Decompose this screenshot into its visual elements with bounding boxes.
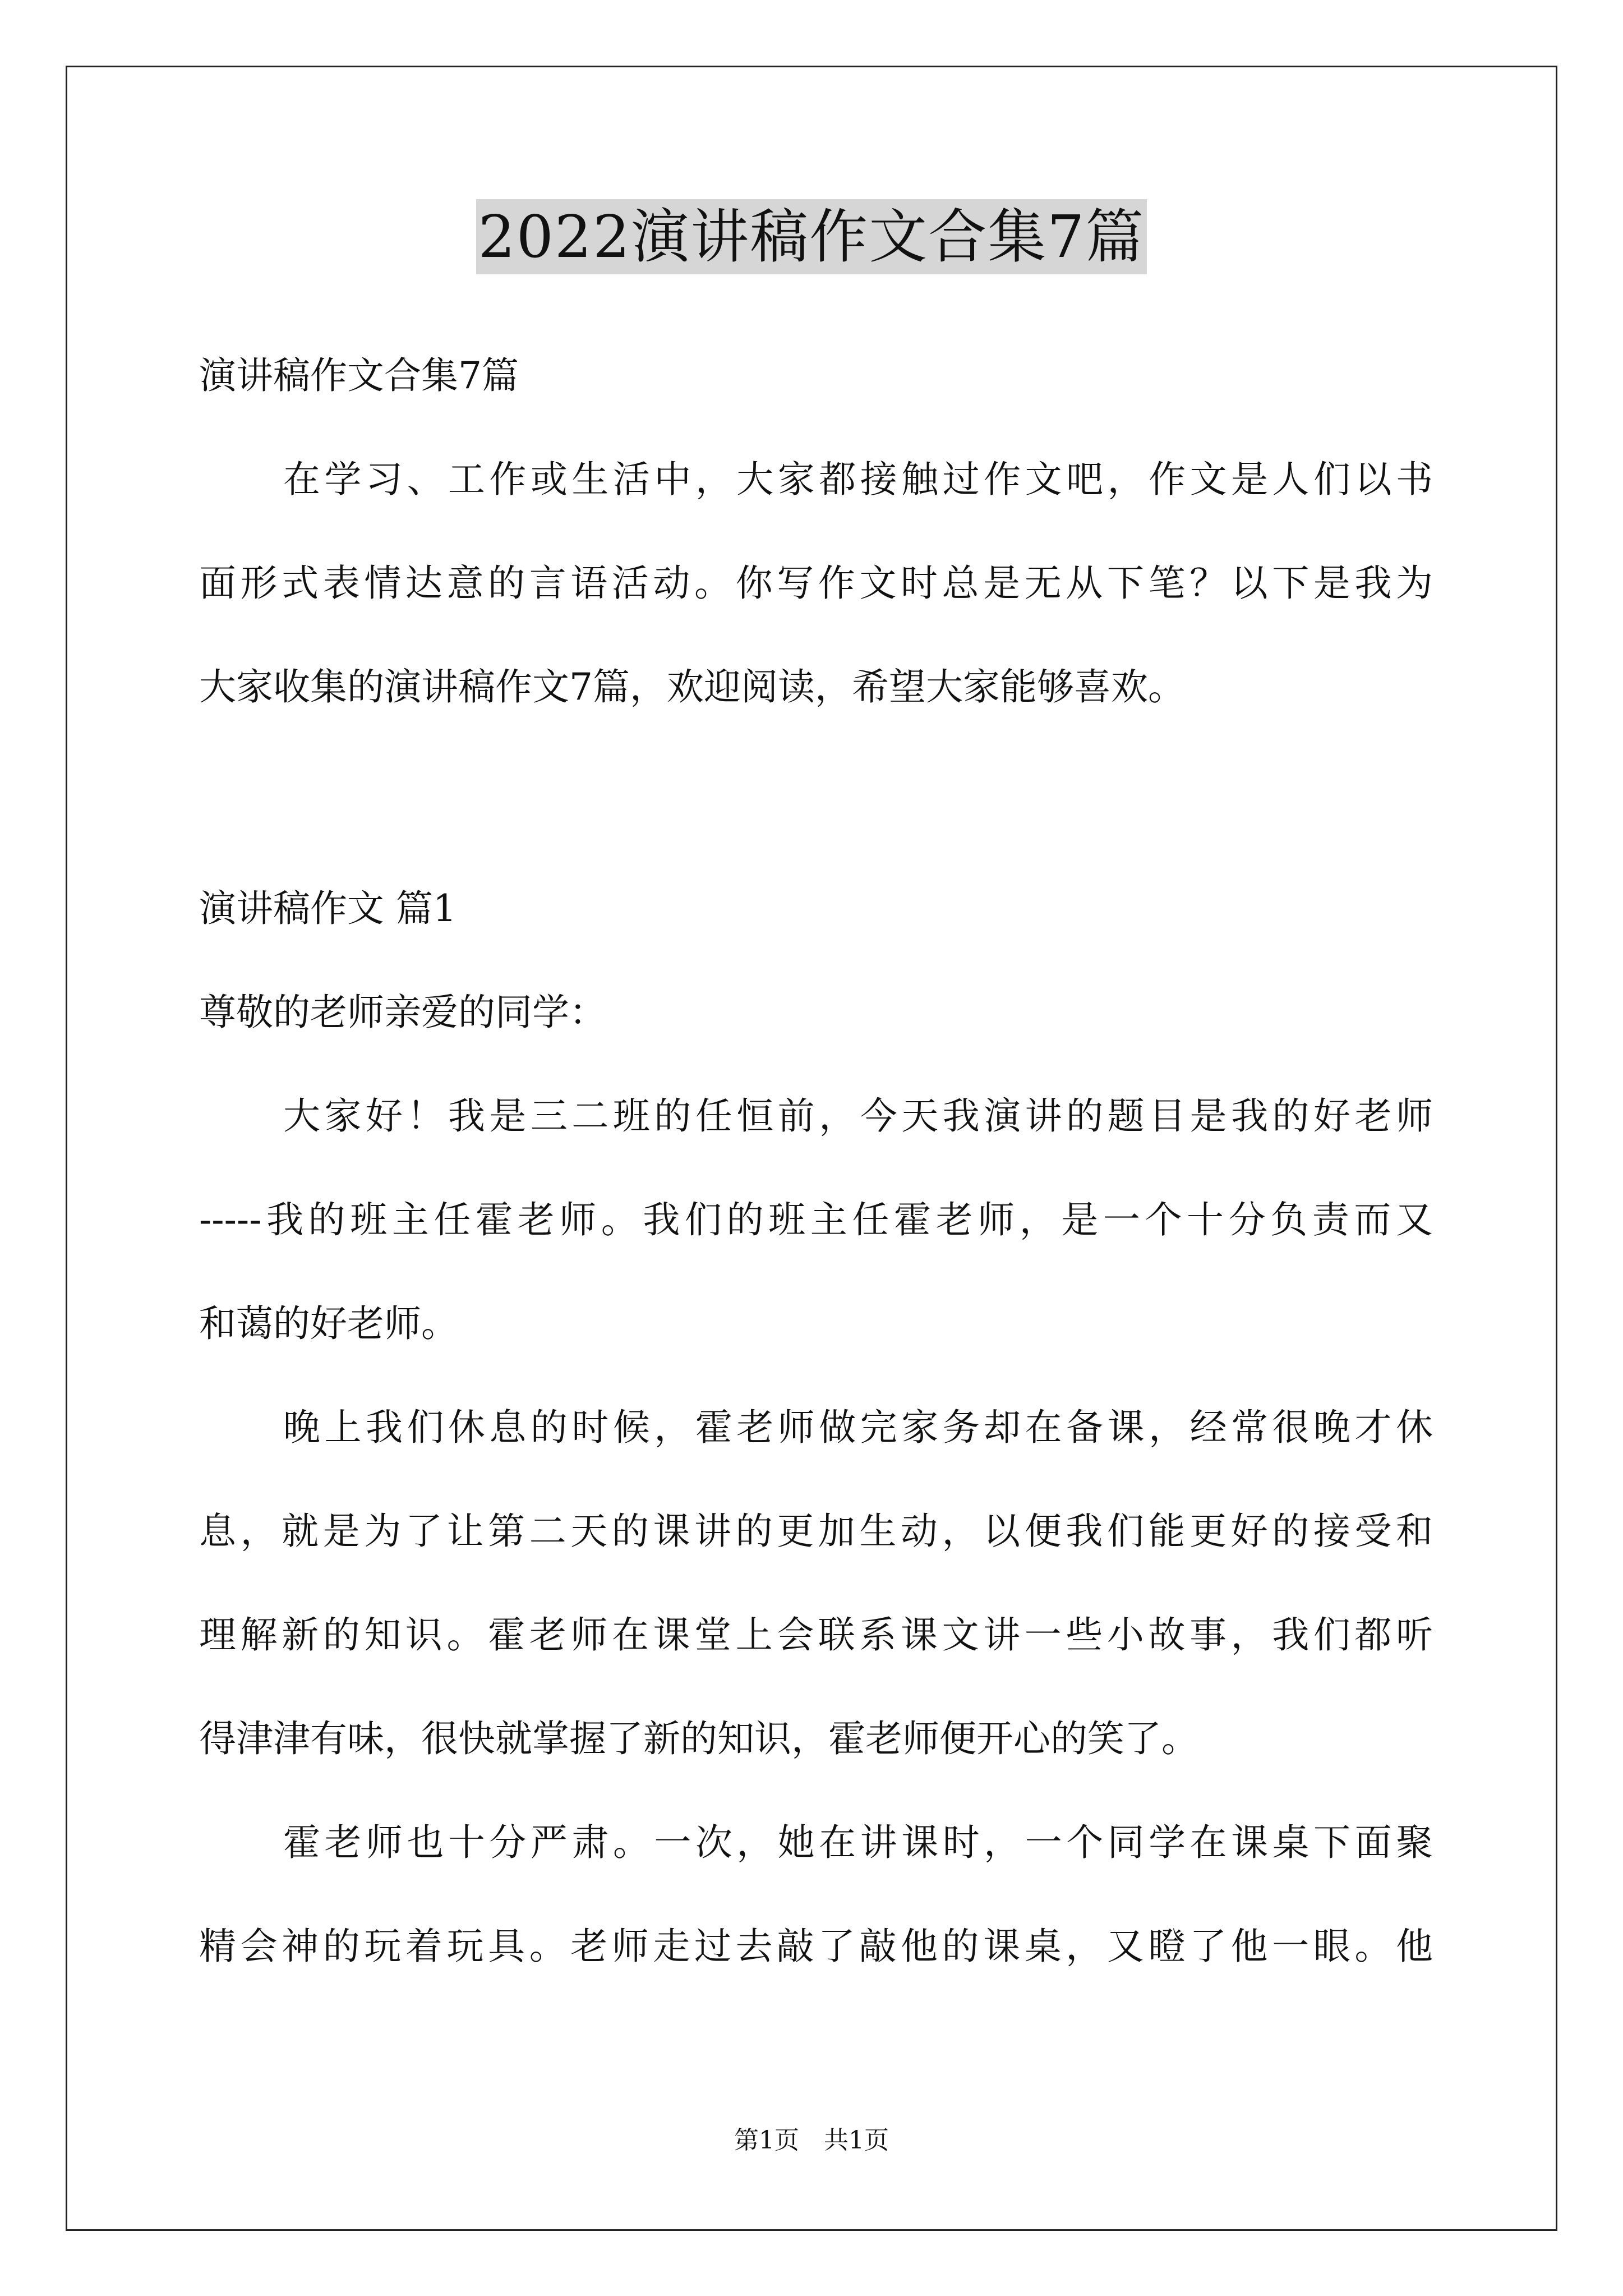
paragraph3-line-2: 精会神的玩着玩具。老师走过去敲了敲他的课桌，又瞪了他一眼。他 (199, 1925, 1433, 1968)
salutation: 尊敬的老师亲爱的同学： (199, 991, 606, 1034)
page-footer: 第1页 共1页 (734, 2126, 889, 2155)
section-heading: 演讲稿作文 篇1 (199, 887, 457, 930)
paragraph2-line-2: 息，就是为了让第二天的课讲的更加生动，以便我们能更好的接受和 (199, 1510, 1433, 1553)
document-subtitle: 演讲稿作文合集7篇 (199, 354, 519, 397)
paragraph3-line-1: 霍老师也十分严肃。一次，她在讲课时，一个同学在课桌下面聚 (283, 1821, 1433, 1864)
intro-line-1: 在学习、工作或生活中，大家都接触过作文吧，作文是人们以书 (283, 458, 1433, 501)
paragraph1-line-2: -----我的班主任霍老师。我们的班主任霍老师，是一个十分负责而又 (199, 1198, 1433, 1241)
title-container (0, 199, 1623, 274)
intro-line-3: 大家收集的演讲稿作文7篇，欢迎阅读，希望大家能够喜欢。 (199, 665, 1185, 708)
paragraph2-line-1: 晚上我们休息的时候，霍老师做完家务却在备课，经常很晚才休 (283, 1406, 1433, 1449)
paragraph2-line-4: 得津津有味，很快就掌握了新的知识，霍老师便开心的笑了。 (199, 1717, 1198, 1760)
paragraph2-line-3: 理解新的知识。霍老师在课堂上会联系课文讲一些小故事，我们都听 (199, 1613, 1433, 1657)
document-title: 2022演讲稿作文合集7篇 (476, 199, 1147, 274)
paragraph1-line-3: 和蔼的好老师。 (199, 1302, 458, 1345)
paragraph1-line-1: 大家好！我是三二班的任恒前，今天我演讲的题目是我的好老师 (283, 1094, 1433, 1138)
intro-line-2: 面形式表情达意的言语活动。你写作文时总是无从下笔？以下是我为 (199, 562, 1433, 605)
